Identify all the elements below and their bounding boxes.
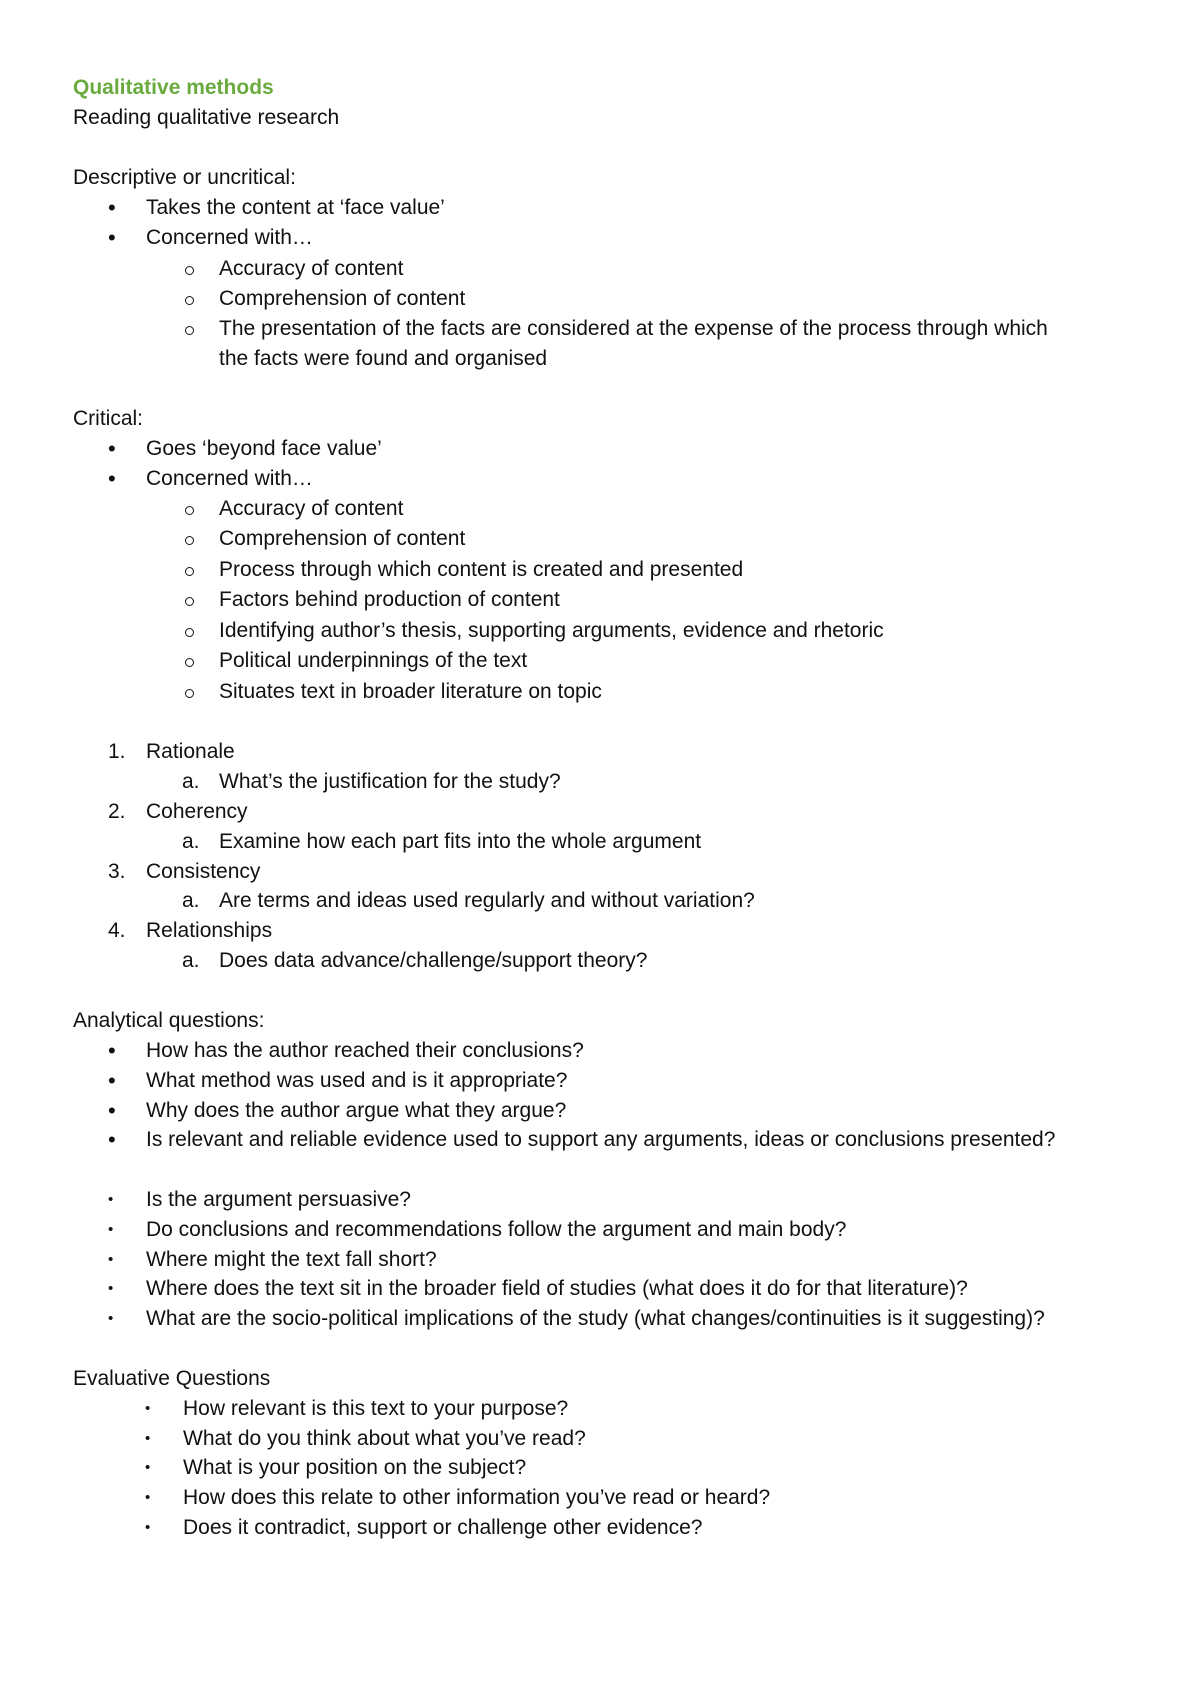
bullet-icon: •: [145, 1430, 151, 1447]
sub-list-item: Political underpinnings of the text: [219, 649, 528, 672]
numbered-sub-item: Does data advance/challenge/support theory?: [219, 949, 648, 972]
circle-bullet-icon: [185, 658, 194, 667]
numbered-sub-item: Are terms and ideas used regularly and without variation?: [219, 889, 755, 912]
bullet-icon: •: [108, 1221, 114, 1238]
list-item: Is relevant and reliable evidence used to support any arguments, ideas or conclusions presented?: [146, 1128, 1056, 1151]
numbered-sub-item: Examine how each part fits into the whole argument: [219, 830, 702, 853]
numbered-sub-item: What’s the justification for the study?: [219, 770, 561, 793]
circle-bullet-icon: [185, 597, 194, 606]
list-item: What method was used and is it appropriate?: [146, 1069, 568, 1092]
list-number: 1.: [108, 740, 126, 763]
circle-bullet-icon: [185, 536, 194, 545]
sub-list-item: Accuracy of content: [219, 497, 404, 520]
bullet-icon: •: [108, 1038, 116, 1063]
list-item: Concerned with…: [146, 226, 313, 249]
list-item: Where does the text sit in the broader field of studies (what does it do for that literature)?: [146, 1277, 968, 1300]
list-item: Do conclusions and recommendations follow the argument and main body?: [146, 1218, 847, 1241]
list-item: What do you think about what you’ve read?: [183, 1427, 586, 1450]
circle-bullet-icon: [185, 628, 194, 637]
sub-list-item: Factors behind production of content: [219, 588, 560, 611]
sub-list-item: Comprehension of content: [219, 287, 466, 310]
sub-list-item-continuation: the facts were found and organised: [219, 347, 548, 370]
bullet-icon: •: [145, 1519, 151, 1536]
page-subtitle: Reading qualitative research: [73, 106, 340, 129]
circle-bullet-icon: [185, 567, 194, 576]
list-item: What are the socio-political implications of the study (what changes/continuities is it suggesting)?: [146, 1307, 1045, 1330]
sub-list-item: Accuracy of content: [219, 257, 404, 280]
numbered-item: Rationale: [146, 740, 235, 763]
list-item: Goes ‘beyond face value’: [146, 437, 382, 460]
bullet-icon: •: [108, 1098, 116, 1123]
bullet-icon: •: [108, 1191, 114, 1208]
list-item: How does this relate to other information you’ve read or heard?: [183, 1486, 771, 1509]
sub-list-item: Identifying author’s thesis, supporting arguments, evidence and rhetoric: [219, 619, 884, 642]
list-item: How has the author reached their conclusions?: [146, 1039, 584, 1062]
section-heading-evaluative: Evaluative Questions: [73, 1367, 271, 1390]
numbered-item: Relationships: [146, 919, 273, 942]
circle-bullet-icon: [185, 506, 194, 515]
list-item: What is your position on the subject?: [183, 1456, 527, 1479]
list-item: Concerned with…: [146, 467, 313, 490]
list-item: How relevant is this text to your purpose?: [183, 1397, 569, 1420]
bullet-icon: •: [108, 436, 116, 461]
sub-list-item: Comprehension of content: [219, 527, 466, 550]
section-heading-analytical: Analytical questions:: [73, 1009, 265, 1032]
section-heading-critical: Critical:: [73, 407, 144, 430]
list-number: 2.: [108, 800, 126, 823]
list-letter: a.: [182, 949, 200, 972]
list-item: Is the argument persuasive?: [146, 1188, 411, 1211]
bullet-icon: •: [145, 1459, 151, 1476]
list-item: Why does the author argue what they argue?: [146, 1099, 567, 1122]
bullet-icon: •: [108, 1127, 116, 1152]
bullet-icon: •: [108, 1068, 116, 1093]
list-item: Does it contradict, support or challenge other evidence?: [183, 1516, 703, 1539]
list-number: 3.: [108, 860, 126, 883]
bullet-icon: •: [145, 1400, 151, 1417]
circle-bullet-icon: [185, 689, 194, 698]
bullet-icon: •: [108, 1251, 114, 1268]
list-number: 4.: [108, 919, 126, 942]
numbered-item: Coherency: [146, 800, 248, 823]
list-item: Takes the content at ‘face value’: [146, 196, 445, 219]
list-item: Where might the text fall short?: [146, 1248, 437, 1271]
bullet-icon: •: [108, 1310, 114, 1327]
sub-list-item: The presentation of the facts are considered at the expense of the process through which: [219, 317, 1048, 340]
numbered-item: Consistency: [146, 860, 261, 883]
sub-list-item: Process through which content is created and presented: [219, 558, 744, 581]
circle-bullet-icon: [185, 296, 194, 305]
bullet-icon: •: [108, 1280, 114, 1297]
bullet-icon: •: [145, 1489, 151, 1506]
sub-list-item: Situates text in broader literature on topic: [219, 680, 602, 703]
bullet-icon: •: [108, 466, 116, 491]
bullet-icon: •: [108, 195, 116, 220]
list-letter: a.: [182, 889, 200, 912]
page-title: Qualitative methods: [73, 76, 274, 99]
section-heading-descriptive: Descriptive or uncritical:: [73, 166, 296, 189]
bullet-icon: •: [108, 225, 116, 250]
list-letter: a.: [182, 770, 200, 793]
circle-bullet-icon: [185, 266, 194, 275]
circle-bullet-icon: [185, 326, 194, 335]
list-letter: a.: [182, 830, 200, 853]
